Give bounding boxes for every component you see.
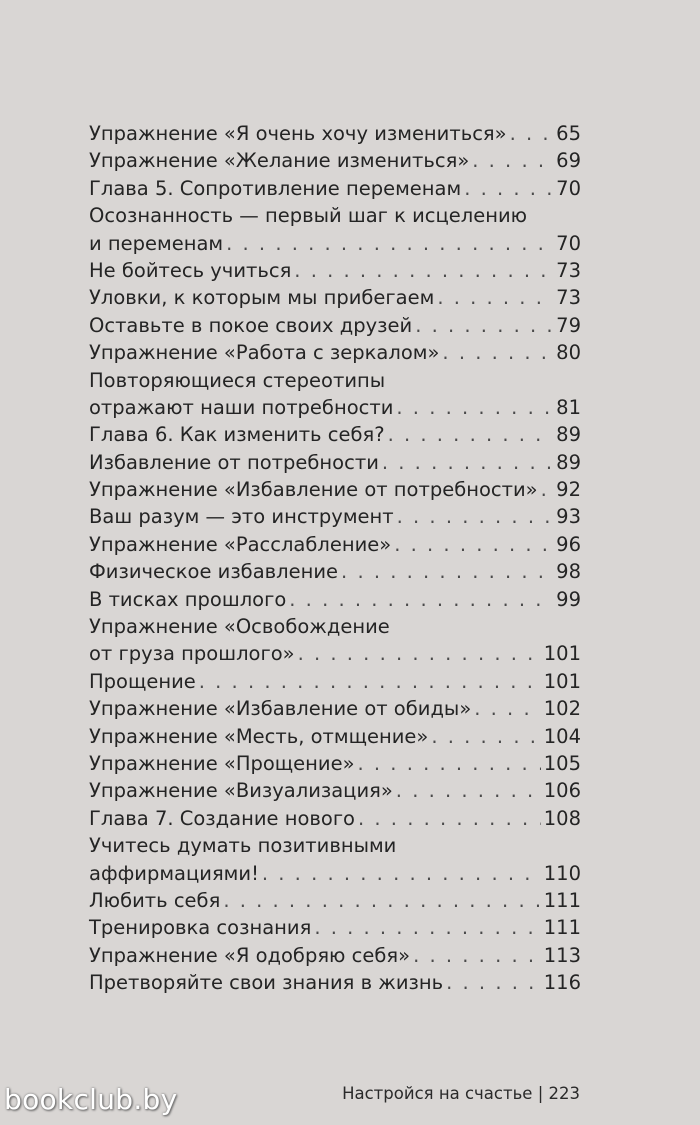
toc-entry	[89, 777, 581, 804]
toc-entry-title: Физическое избавление	[89, 560, 339, 584]
toc-entry-row	[89, 257, 581, 284]
toc-entry-page-number: 92	[556, 478, 581, 502]
toc-entry-title: Оставьте в покое своих друзей	[89, 313, 413, 337]
toc-entry-row	[89, 531, 581, 558]
toc-entry-page-number: 70	[556, 176, 581, 200]
toc-entry-row	[89, 312, 581, 339]
toc-entry-page-number: 69	[556, 149, 581, 173]
toc-entry	[89, 339, 581, 366]
dot-leader	[394, 531, 553, 558]
dot-leader	[415, 312, 553, 339]
toc-entry	[89, 312, 581, 339]
toc-entry	[89, 969, 581, 996]
dot-leader	[413, 942, 541, 969]
toc-entry-title: В тисках прошлого	[89, 587, 287, 611]
toc-entry-page-number: 80	[556, 341, 581, 365]
toc-entry	[89, 120, 581, 147]
toc-entry	[89, 613, 581, 668]
toc-entry-title: Упражнение «Расслабление»	[89, 532, 392, 556]
toc-entry-row	[89, 969, 581, 996]
toc-entry-page-number: 104	[543, 724, 581, 748]
toc-entry	[89, 202, 581, 257]
toc-entry-page-number: 73	[556, 286, 581, 310]
toc-entry-row	[89, 147, 581, 174]
watermark-logo: bookclub.by	[4, 1083, 178, 1116]
toc-entry-page-number: 110	[543, 861, 581, 885]
toc-entry-row	[89, 750, 581, 777]
toc-entry-title: Не бойтесь учиться	[89, 258, 292, 282]
toc-entry	[89, 586, 581, 613]
toc-entry-row	[89, 449, 581, 476]
toc-entry-title: Тренировка сознания	[89, 916, 312, 940]
toc-entry	[89, 668, 581, 695]
dot-leader	[341, 558, 553, 585]
toc-entry-title: и переменам	[89, 231, 224, 255]
toc-entry-title: Любить себя	[89, 888, 221, 912]
dot-leader	[358, 750, 541, 777]
dot-leader	[199, 668, 541, 695]
toc-entry-row	[89, 640, 581, 667]
toc-entry	[89, 449, 581, 476]
toc-entry-row	[89, 503, 581, 530]
toc-entry	[89, 695, 581, 722]
dot-leader	[223, 887, 540, 914]
toc-entry-title: Глава 7. Создание нового	[89, 806, 355, 830]
toc-entry-title: Упражнение «Избавление от потребности»	[89, 478, 538, 502]
toc-entry-row	[89, 723, 581, 750]
toc-entry-title-line: Учитесь думать позитивными	[89, 834, 397, 858]
table-of-contents	[89, 120, 581, 997]
dot-leader	[464, 175, 553, 202]
toc-entry-title: Упражнение «Желание измениться»	[89, 149, 470, 173]
toc-entry-page-number: 79	[556, 313, 581, 337]
toc-entry	[89, 723, 581, 750]
toc-entry-page-number: 93	[556, 505, 581, 529]
toc-entry	[89, 805, 581, 832]
dot-leader	[226, 230, 553, 257]
toc-entry-row	[89, 120, 581, 147]
toc-entry-title-line: Осознанность — первый шаг к исцелению	[89, 204, 528, 228]
toc-entry-row	[89, 668, 581, 695]
dot-leader	[294, 257, 553, 284]
toc-entry-row	[89, 230, 581, 257]
toc-entry-row	[89, 777, 581, 804]
toc-entry-page-number: 98	[556, 560, 581, 584]
dot-leader	[358, 805, 541, 832]
toc-entry-row	[89, 284, 581, 311]
toc-entry	[89, 257, 581, 284]
toc-entry	[89, 914, 581, 941]
toc-entry	[89, 421, 581, 448]
toc-entry-row	[89, 942, 581, 969]
dot-leader	[442, 339, 553, 366]
dot-leader	[382, 449, 553, 476]
toc-entry-title: Упражнение «Избавление от обиды»	[89, 697, 472, 721]
dot-leader	[472, 147, 553, 174]
toc-entry-title: Претворяйте свои знания в жизнь	[89, 971, 444, 995]
toc-entry-page-number: 111	[543, 888, 581, 912]
toc-entry-title: Глава 5. Сопротивление переменам	[89, 176, 462, 200]
toc-entry-title: Упражнение «Визуализация»	[89, 779, 393, 803]
toc-entry-row	[89, 914, 581, 941]
dot-leader	[437, 284, 553, 311]
dot-leader	[510, 120, 554, 147]
toc-entry-page-number: 70	[556, 231, 581, 255]
dot-leader	[446, 969, 541, 996]
dot-leader	[396, 777, 541, 804]
dot-leader	[289, 586, 553, 613]
toc-entry-title: Упражнение «Работа с зеркалом»	[89, 341, 440, 365]
toc-entry-row	[89, 695, 581, 722]
toc-entry	[89, 476, 581, 503]
dot-leader	[262, 860, 541, 887]
toc-entry-page-number: 105	[543, 751, 581, 775]
dot-leader	[396, 394, 553, 421]
toc-entry-page-number: 108	[543, 806, 581, 830]
toc-entry-row	[89, 887, 581, 914]
toc-entry-page-number: 89	[556, 450, 581, 474]
toc-entry-title: Упражнение «Месть, отмщение»	[89, 724, 429, 748]
toc-entry-page-number: 101	[543, 642, 581, 666]
toc-entry-title: отражают наши потребности	[89, 395, 394, 419]
dot-leader	[474, 695, 541, 722]
toc-entry-title: Прощение	[89, 669, 196, 693]
dot-leader	[298, 640, 541, 667]
toc-entry-title-line: Повторяющиеся стереотипы	[89, 368, 386, 392]
toc-entry-page-number: 106	[543, 779, 581, 803]
toc-entry	[89, 750, 581, 777]
toc-entry-title: Глава 6. Как изменить себя?	[89, 423, 385, 447]
toc-entry-title-line: Упражнение «Освобождение	[89, 615, 390, 639]
toc-entry-row	[89, 586, 581, 613]
dot-leader	[397, 503, 554, 530]
toc-entry-page-number: 96	[556, 532, 581, 556]
toc-entry-title: Избавление от потребности	[89, 450, 379, 474]
toc-entry-page-number: 65	[556, 122, 581, 145]
dot-leader	[431, 723, 540, 750]
toc-entry-row	[89, 860, 581, 887]
dot-leader	[314, 914, 540, 941]
toc-entry	[89, 832, 581, 887]
toc-entry-row	[89, 476, 581, 503]
toc-entry-row	[89, 421, 581, 448]
toc-entry-page-number: 111	[543, 916, 581, 940]
toc-entry-title: Ваш разум — это инструмент	[89, 505, 394, 529]
toc-entry-title: Упражнение «Я очень хочу измениться»	[89, 122, 507, 145]
toc-entry	[89, 887, 581, 914]
toc-entry-page-number: 81	[556, 395, 581, 419]
toc-entry-page-number: 99	[556, 587, 581, 611]
toc-entry	[89, 367, 581, 422]
toc-entry-row	[89, 558, 581, 585]
toc-entry	[89, 284, 581, 311]
toc-entry-row	[89, 339, 581, 366]
toc-entry-title: от груза прошлого»	[89, 642, 295, 666]
toc-entry	[89, 558, 581, 585]
toc-entry-title: Упражнение «Прощение»	[89, 751, 355, 775]
toc-entry	[89, 175, 581, 202]
running-footer: Настройся на счастье | 223	[342, 1084, 580, 1103]
toc-entry-page-number: 101	[543, 669, 581, 693]
toc-entry-title: Уловки, к которым мы прибегаем	[89, 286, 435, 310]
toc-entry-page-number: 89	[556, 423, 581, 447]
toc-entry	[89, 503, 581, 530]
dot-leader	[541, 476, 554, 503]
toc-entry-page-number: 102	[543, 697, 581, 721]
toc-entry-row	[89, 394, 581, 421]
toc-entry-title: Упражнение «Я одобряю себя»	[89, 943, 411, 967]
toc-entry	[89, 942, 581, 969]
toc-entry-page-number: 116	[543, 971, 581, 995]
toc-entry-title: аффирмациями!	[89, 861, 259, 885]
toc-entry-row	[89, 805, 581, 832]
toc-entry	[89, 531, 581, 558]
toc-entry-page-number: 113	[543, 943, 581, 967]
dot-leader	[388, 421, 554, 448]
toc-entry	[89, 147, 581, 174]
toc-entry-row	[89, 175, 581, 202]
toc-entry-page-number: 73	[556, 258, 581, 282]
